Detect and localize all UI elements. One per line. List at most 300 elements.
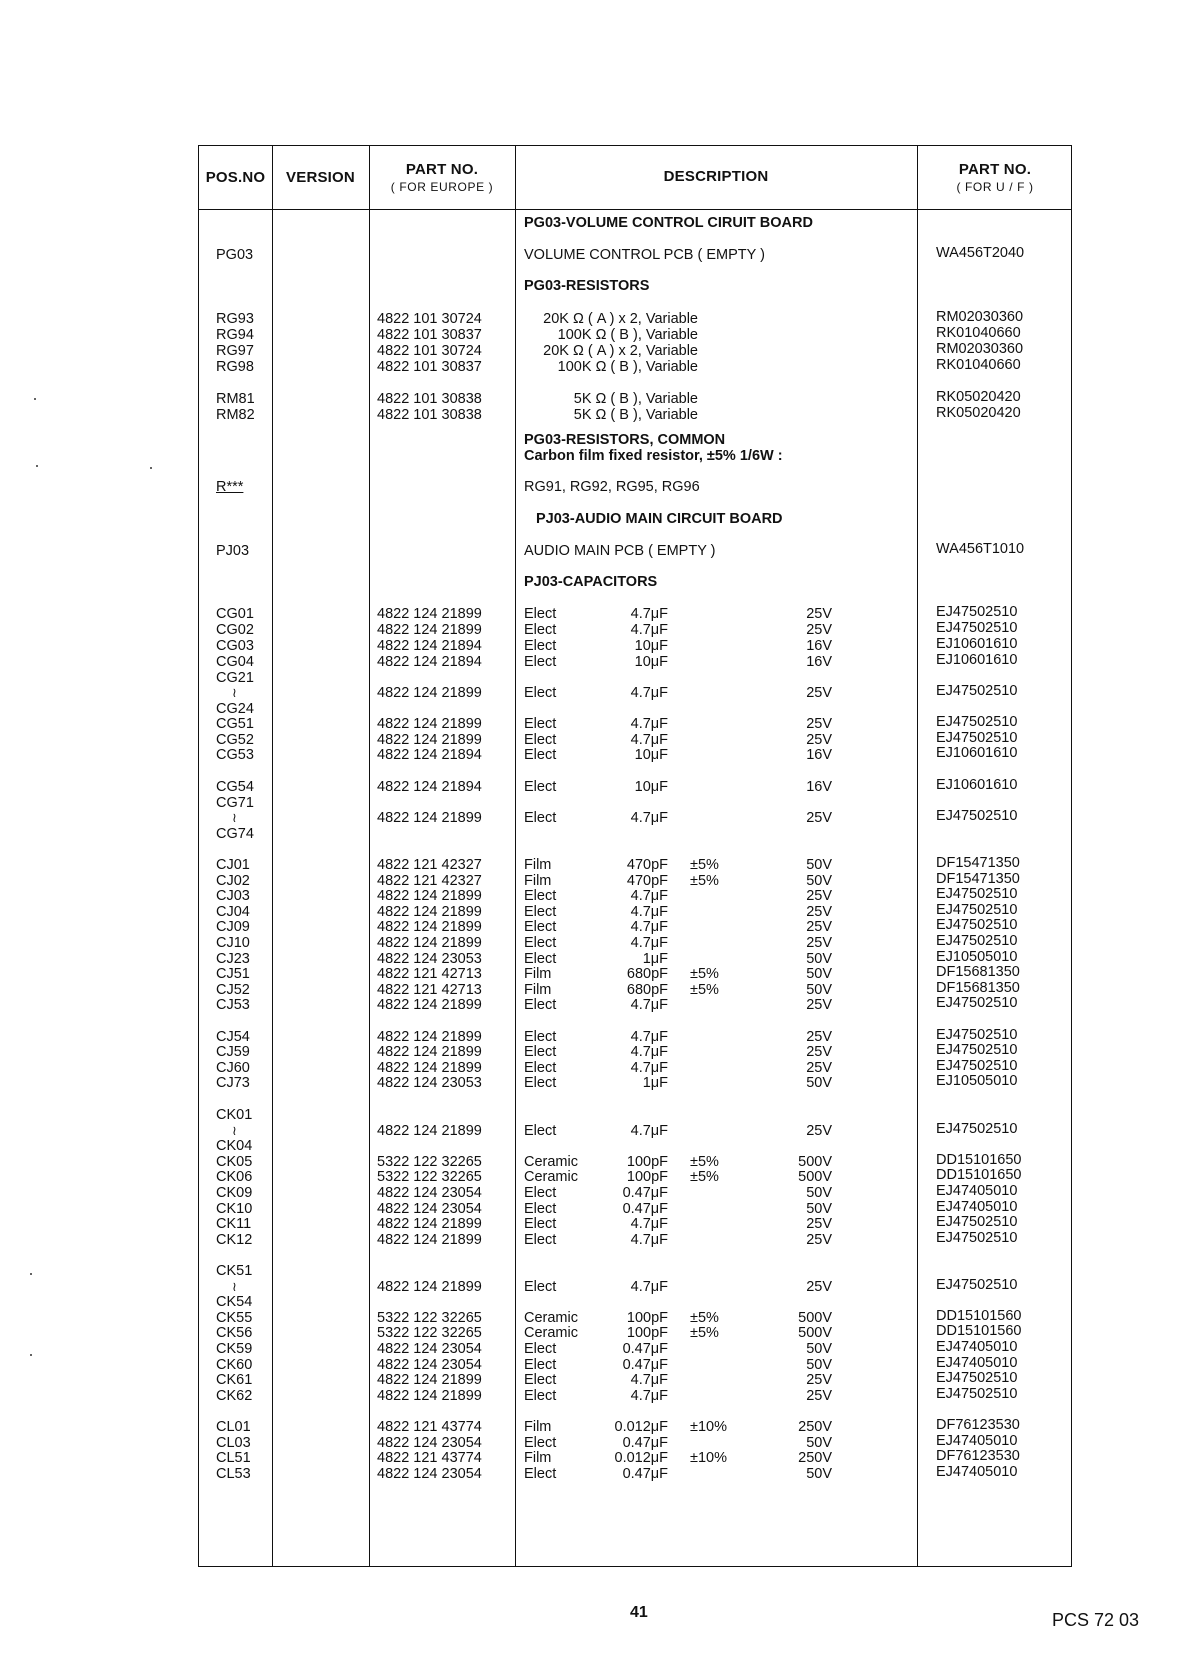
part-no-europe: 4822 124 21894	[377, 638, 482, 654]
range-marker: ≀	[232, 685, 237, 700]
cap-voltage: 50V	[806, 1357, 832, 1373]
cap-voltage: 25V	[806, 888, 832, 904]
pos-no: CK06	[216, 1169, 253, 1185]
part-no-uf: DD15101650	[936, 1167, 1022, 1183]
scan-speck	[36, 465, 38, 467]
col-divider	[272, 146, 273, 1566]
part-no-europe: 4822 124 21899	[377, 904, 482, 920]
part-no-uf: EJ47405010	[936, 1433, 1018, 1449]
cap-tolerance: ±5%	[690, 1169, 719, 1185]
cap-value: 1μF	[642, 951, 668, 967]
pos-no: CJ09	[216, 919, 250, 935]
part-no-uf: RK01040660	[936, 325, 1021, 341]
pos-no: CK60	[216, 1357, 253, 1373]
cap-type: Elect	[524, 606, 557, 622]
cap-tolerance: ±5%	[690, 857, 719, 873]
pos-no: CL51	[216, 1450, 251, 1466]
part-no-europe: 4822 124 23054	[377, 1357, 482, 1373]
part-no-uf: EJ10601610	[936, 652, 1018, 668]
cap-value: 10μF	[634, 747, 668, 763]
pos-no: CJ54	[216, 1029, 250, 1045]
header-description	[515, 146, 917, 209]
cap-type: Elect	[524, 951, 557, 967]
cap-voltage: 16V	[806, 638, 832, 654]
cap-value: 4.7μF	[630, 1232, 668, 1248]
description: 20K Ω ( A ) x 2, Variable	[543, 343, 698, 359]
pos-no: CG02	[216, 622, 254, 638]
pos-no: CJ52	[216, 982, 250, 998]
part-no-europe: 4822 124 23053	[377, 1075, 482, 1091]
pos-no: RG94	[216, 327, 254, 343]
part-no-uf: DF76123530	[936, 1417, 1020, 1433]
part-no-uf: DD15101560	[936, 1308, 1022, 1324]
header-part-no-uf	[917, 146, 1073, 209]
pos-no: R***	[216, 479, 244, 495]
cap-voltage: 25V	[806, 1388, 832, 1404]
cap-type: Elect	[524, 716, 557, 732]
part-no-uf: EJ47502510	[936, 917, 1018, 933]
header-description-label: DESCRIPTION	[663, 168, 769, 185]
part-no-europe: 4822 124 21899	[377, 1388, 482, 1404]
part-no-uf: DD15101560	[936, 1323, 1022, 1339]
cap-type: Elect	[524, 1044, 557, 1060]
part-no-uf: EJ47502510	[936, 1277, 1018, 1293]
cap-value: 100pF	[626, 1310, 668, 1326]
part-no-europe: 4822 124 23054	[377, 1341, 482, 1357]
part-no-uf: WA456T1010	[936, 541, 1025, 557]
part-no-europe: 4822 101 30724	[377, 343, 482, 359]
part-no-uf: RK05020420	[936, 405, 1021, 421]
description: 100K Ω ( B ), Variable	[557, 359, 698, 375]
pos-no: CK61	[216, 1372, 253, 1388]
pos-no: CJ60	[216, 1060, 250, 1076]
cap-type: Elect	[524, 685, 557, 701]
part-no-uf: EJ47502510	[936, 1370, 1018, 1386]
part-no-europe: 4822 121 43774	[377, 1419, 482, 1435]
cap-type: Film	[524, 857, 552, 873]
cap-voltage: 25V	[806, 997, 832, 1013]
part-no-uf: EJ10505010	[936, 949, 1018, 965]
part-no-europe: 4822 121 42327	[377, 873, 482, 889]
cap-voltage: 500V	[798, 1154, 832, 1170]
cap-type: Elect	[524, 904, 557, 920]
pos-no: PG03	[216, 247, 254, 263]
cap-type: Film	[524, 1419, 552, 1435]
pos-no: CK59	[216, 1341, 253, 1357]
cap-voltage: 25V	[806, 1029, 832, 1045]
part-no-uf: DF15681350	[936, 964, 1020, 980]
cap-value: 4.7μF	[630, 935, 668, 951]
cap-value: 4.7μF	[630, 732, 668, 748]
cap-type: Film	[524, 873, 552, 889]
cap-voltage: 16V	[806, 654, 832, 670]
range-marker: ≀	[232, 1123, 237, 1138]
pos-no: CJ53	[216, 997, 250, 1013]
part-no-uf: EJ47502510	[936, 1027, 1018, 1043]
cap-value: 4.7μF	[630, 1060, 668, 1076]
part-no-europe: 4822 101 30837	[377, 359, 482, 375]
cap-voltage: 250V	[798, 1419, 832, 1435]
header-divider	[199, 209, 1071, 210]
cap-voltage: 50V	[806, 1185, 832, 1201]
part-no-uf: EJ47502510	[936, 933, 1018, 949]
pos-no: CK51	[216, 1263, 253, 1279]
section-heading: Carbon film fixed resistor, ±5% 1/6W :	[524, 448, 783, 464]
part-no-europe: 4822 124 21894	[377, 779, 482, 795]
description: VOLUME CONTROL PCB ( EMPTY )	[524, 247, 765, 263]
part-no-europe: 4822 124 21899	[377, 888, 482, 904]
cap-value: 4.7μF	[630, 997, 668, 1013]
part-no-uf: EJ47502510	[936, 683, 1018, 699]
pos-no: CG01	[216, 606, 254, 622]
part-no-uf: EJ47502510	[936, 1230, 1018, 1246]
pos-no: CG52	[216, 732, 254, 748]
cap-tolerance: ±5%	[690, 982, 719, 998]
cap-voltage: 25V	[806, 1232, 832, 1248]
col-divider	[369, 146, 370, 1566]
cap-type: Elect	[524, 919, 557, 935]
cap-type: Elect	[524, 1075, 557, 1091]
scan-speck	[150, 467, 152, 469]
range-marker: ≀	[232, 1279, 237, 1294]
pos-no: CK56	[216, 1325, 253, 1341]
part-no-europe: 4822 124 21899	[377, 935, 482, 951]
pos-no: CG53	[216, 747, 254, 763]
cap-value: 0.47μF	[622, 1466, 668, 1482]
cap-type: Elect	[524, 1029, 557, 1045]
section-heading: PG03-RESISTORS, COMMON	[524, 432, 726, 448]
part-no-europe: 4822 124 23053	[377, 951, 482, 967]
header-pos-no-label: POS.NO	[205, 169, 266, 186]
part-no-europe: 4822 121 42327	[377, 857, 482, 873]
part-no-europe: 4822 124 21899	[377, 1372, 482, 1388]
cap-voltage: 50V	[806, 966, 832, 982]
part-no-uf: RM02030360	[936, 341, 1024, 357]
cap-value: 0.47μF	[622, 1357, 668, 1373]
cap-voltage: 25V	[806, 810, 832, 826]
cap-voltage: 25V	[806, 1216, 832, 1232]
part-no-uf: RK01040660	[936, 357, 1021, 373]
part-no-europe: 4822 124 21899	[377, 716, 482, 732]
pos-no: CK54	[216, 1294, 253, 1310]
cap-value: 0.47μF	[622, 1435, 668, 1451]
pos-no: CJ01	[216, 857, 250, 873]
cap-tolerance: ±5%	[690, 1154, 719, 1170]
header-part-no-europe	[369, 146, 515, 209]
cap-voltage: 25V	[806, 732, 832, 748]
cap-type: Elect	[524, 654, 557, 670]
pos-no: CL03	[216, 1435, 251, 1451]
cap-type: Elect	[524, 732, 557, 748]
pos-no: CJ23	[216, 951, 250, 967]
cap-type: Film	[524, 1450, 552, 1466]
pos-no: CJ51	[216, 966, 250, 982]
cap-value: 4.7μF	[630, 622, 668, 638]
cap-type: Elect	[524, 1341, 557, 1357]
cap-voltage: 50V	[806, 1341, 832, 1357]
part-no-europe: 4822 124 21899	[377, 1029, 482, 1045]
part-no-uf: EJ47405010	[936, 1183, 1018, 1199]
range-marker: ≀	[232, 810, 237, 825]
pos-no: CG03	[216, 638, 254, 654]
document-code: PCS 72 03	[1052, 1610, 1140, 1630]
pos-no: CG54	[216, 779, 254, 795]
cap-voltage: 50V	[806, 857, 832, 873]
pos-no: CL53	[216, 1466, 251, 1482]
cap-value: 100pF	[626, 1325, 668, 1341]
part-no-uf: EJ10601610	[936, 777, 1018, 793]
cap-type: Elect	[524, 1372, 557, 1388]
cap-type: Elect	[524, 1357, 557, 1373]
pos-no: CJ04	[216, 904, 250, 920]
cap-type: Elect	[524, 1388, 557, 1404]
part-no-uf: EJ47405010	[936, 1355, 1018, 1371]
part-no-uf: EJ10505010	[936, 1073, 1018, 1089]
cap-tolerance: ±5%	[690, 873, 719, 889]
part-no-uf: EJ47502510	[936, 1386, 1018, 1402]
cap-type: Ceramic	[524, 1325, 578, 1341]
cap-voltage: 25V	[806, 685, 832, 701]
part-no-uf: WA456T2040	[936, 245, 1025, 261]
part-no-uf: EJ47502510	[936, 1042, 1018, 1058]
pos-no: RM81	[216, 391, 255, 407]
pos-no: CK55	[216, 1310, 253, 1326]
scan-speck	[34, 398, 36, 400]
part-no-europe: 4822 124 23054	[377, 1435, 482, 1451]
part-no-uf: EJ47405010	[936, 1464, 1018, 1480]
cap-voltage: 25V	[806, 1044, 832, 1060]
cap-value: 4.7μF	[630, 888, 668, 904]
pos-no: RG93	[216, 311, 254, 327]
cap-value: 4.7μF	[630, 919, 668, 935]
part-no-uf: EJ47502510	[936, 620, 1018, 636]
cap-type: Film	[524, 982, 552, 998]
pos-no: RG98	[216, 359, 254, 375]
cap-value: 0.47μF	[622, 1341, 668, 1357]
header-part-no-europe-label: PART NO.	[405, 161, 479, 178]
cap-value: 0.47μF	[622, 1185, 668, 1201]
part-no-uf: EJ47502510	[936, 808, 1018, 824]
pos-no: CJ59	[216, 1044, 250, 1060]
pos-no: CG71	[216, 795, 254, 811]
pos-no: RG97	[216, 343, 254, 359]
part-no-uf: EJ47502510	[936, 1058, 1018, 1074]
section-heading: PG03-VOLUME CONTROL CIRUIT BOARD	[524, 215, 813, 231]
cap-tolerance: ±5%	[690, 966, 719, 982]
cap-voltage: 16V	[806, 779, 832, 795]
part-no-uf: DF15471350	[936, 855, 1020, 871]
part-no-europe: 4822 121 42713	[377, 982, 482, 998]
part-no-europe: 4822 124 21899	[377, 622, 482, 638]
part-no-uf: EJ47502510	[936, 902, 1018, 918]
part-no-uf: EJ47502510	[936, 1121, 1018, 1137]
cap-value: 470pF	[626, 873, 668, 889]
header-part-no-uf-sub: ( FOR U / F )	[956, 180, 1034, 194]
pos-no: CK62	[216, 1388, 253, 1404]
part-no-europe: 5322 122 32265	[377, 1310, 482, 1326]
section-heading: PJ03-AUDIO MAIN CIRCUIT BOARD	[536, 511, 783, 527]
header-version	[272, 146, 369, 209]
pos-no: CK04	[216, 1138, 253, 1154]
part-no-europe: 4822 124 23054	[377, 1185, 482, 1201]
cap-value: 100pF	[626, 1154, 668, 1170]
part-no-europe: 4822 101 30724	[377, 311, 482, 327]
part-no-europe: 4822 124 21899	[377, 997, 482, 1013]
part-no-europe: 4822 101 30837	[377, 327, 482, 343]
part-no-uf: EJ10601610	[936, 745, 1018, 761]
cap-value: 4.7μF	[630, 1216, 668, 1232]
part-no-europe: 4822 121 43774	[377, 1450, 482, 1466]
scan-speck	[30, 1354, 32, 1356]
cap-type: Elect	[524, 747, 557, 763]
scan-speck	[30, 1273, 32, 1275]
pos-no: CK01	[216, 1107, 253, 1123]
cap-type: Elect	[524, 810, 557, 826]
part-no-uf: DF15681350	[936, 980, 1020, 996]
part-no-europe: 4822 101 30838	[377, 391, 482, 407]
cap-voltage: 500V	[798, 1325, 832, 1341]
cap-type: Ceramic	[524, 1310, 578, 1326]
cap-value: 4.7μF	[630, 1044, 668, 1060]
col-divider	[917, 146, 918, 1566]
cap-voltage: 50V	[806, 982, 832, 998]
cap-voltage: 50V	[806, 1201, 832, 1217]
cap-type: Elect	[524, 1201, 557, 1217]
part-no-uf: EJ47502510	[936, 714, 1018, 730]
cap-type: Elect	[524, 638, 557, 654]
cap-value: 4.7μF	[630, 810, 668, 826]
part-no-europe: 4822 124 23054	[377, 1466, 482, 1482]
cap-tolerance: ±10%	[690, 1419, 727, 1435]
cap-tolerance: ±10%	[690, 1450, 727, 1466]
cap-value: 4.7μF	[630, 1029, 668, 1045]
cap-voltage: 50V	[806, 1435, 832, 1451]
part-no-europe: 4822 124 21899	[377, 1060, 482, 1076]
pos-no: CG24	[216, 701, 254, 717]
part-no-uf: EJ47502510	[936, 604, 1018, 620]
pos-no: CL01	[216, 1419, 251, 1435]
part-no-uf: DD15101650	[936, 1152, 1022, 1168]
cap-tolerance: ±5%	[690, 1310, 719, 1326]
cap-value: 4.7μF	[630, 716, 668, 732]
description: AUDIO MAIN PCB ( EMPTY )	[524, 543, 716, 559]
cap-tolerance: ±5%	[690, 1325, 719, 1341]
cap-value: 0.47μF	[622, 1201, 668, 1217]
description: 100K Ω ( B ), Variable	[557, 327, 698, 343]
pos-no: CG21	[216, 670, 254, 686]
part-no-europe: 4822 124 21899	[377, 1279, 482, 1295]
col-divider	[515, 146, 516, 1566]
pos-no: CG51	[216, 716, 254, 732]
cap-type: Elect	[524, 1232, 557, 1248]
description: RG91, RG92, RG95, RG96	[524, 479, 700, 495]
part-no-uf: DF15471350	[936, 871, 1020, 887]
cap-voltage: 25V	[806, 716, 832, 732]
cap-value: 4.7μF	[630, 606, 668, 622]
pos-no: PJ03	[216, 543, 250, 559]
cap-voltage: 50V	[806, 1075, 832, 1091]
pos-no: RM82	[216, 407, 255, 423]
cap-voltage: 25V	[806, 919, 832, 935]
cap-value: 470pF	[626, 857, 668, 873]
cap-type: Elect	[524, 888, 557, 904]
cap-value: 4.7μF	[630, 1388, 668, 1404]
cap-voltage: 25V	[806, 1060, 832, 1076]
pos-no: CJ03	[216, 888, 250, 904]
cap-voltage: 25V	[806, 1279, 832, 1295]
header-part-no-europe-sub: ( FOR EUROPE )	[390, 180, 494, 194]
cap-type: Ceramic	[524, 1169, 578, 1185]
cap-voltage: 50V	[806, 873, 832, 889]
part-no-uf: EJ47502510	[936, 730, 1018, 746]
part-no-europe: 4822 124 21899	[377, 732, 482, 748]
pos-no: CJ10	[216, 935, 250, 951]
part-no-europe: 4822 124 21899	[377, 606, 482, 622]
cap-value: 4.7μF	[630, 904, 668, 920]
pos-no: CG04	[216, 654, 254, 670]
cap-type: Film	[524, 966, 552, 982]
cap-type: Elect	[524, 997, 557, 1013]
cap-value: 10μF	[634, 638, 668, 654]
cap-value: 680pF	[626, 966, 668, 982]
cap-value: 10μF	[634, 779, 668, 795]
cap-type: Elect	[524, 935, 557, 951]
cap-voltage: 25V	[806, 1372, 832, 1388]
header-version-label: VERSION	[286, 169, 355, 186]
pos-no: CK05	[216, 1154, 253, 1170]
part-no-europe: 5322 122 32265	[377, 1325, 482, 1341]
cap-voltage: 25V	[806, 904, 832, 920]
cap-value: 680pF	[626, 982, 668, 998]
pos-no: CK10	[216, 1201, 253, 1217]
description: 20K Ω ( A ) x 2, Variable	[543, 311, 698, 327]
part-no-europe: 5322 122 32265	[377, 1154, 482, 1170]
cap-type: Elect	[524, 622, 557, 638]
cap-value: 4.7μF	[630, 1372, 668, 1388]
cap-value: 100pF	[626, 1169, 668, 1185]
part-no-europe: 4822 124 21894	[377, 654, 482, 670]
cap-voltage: 500V	[798, 1310, 832, 1326]
cap-type: Elect	[524, 1060, 557, 1076]
cap-voltage: 25V	[806, 606, 832, 622]
section-heading: PJ03-CAPACITORS	[524, 574, 658, 590]
cap-value: 4.7μF	[630, 1279, 668, 1295]
part-no-uf: EJ47502510	[936, 886, 1018, 902]
part-no-europe: 4822 101 30838	[377, 407, 482, 423]
part-no-uf: RK05020420	[936, 389, 1021, 405]
cap-type: Ceramic	[524, 1154, 578, 1170]
part-no-uf: EJ47502510	[936, 1214, 1018, 1230]
cap-value: 4.7μF	[630, 685, 668, 701]
part-no-uf: EJ47502510	[936, 995, 1018, 1011]
cap-value: 4.7μF	[630, 1123, 668, 1139]
cap-value: 1μF	[642, 1075, 668, 1091]
cap-voltage: 50V	[806, 1466, 832, 1482]
cap-voltage: 500V	[798, 1169, 832, 1185]
part-no-europe: 4822 124 21899	[377, 1232, 482, 1248]
cap-type: Elect	[524, 1216, 557, 1232]
cap-type: Elect	[524, 1466, 557, 1482]
part-no-uf: EJ47405010	[936, 1199, 1018, 1215]
part-no-europe: 4822 124 21894	[377, 747, 482, 763]
part-no-europe: 4822 124 23054	[377, 1201, 482, 1217]
part-no-europe: 4822 124 21899	[377, 1216, 482, 1232]
part-no-uf: EJ10601610	[936, 636, 1018, 652]
cap-voltage: 25V	[806, 1123, 832, 1139]
pos-no: CG74	[216, 826, 254, 842]
part-no-europe: 4822 121 42713	[377, 966, 482, 982]
part-no-europe: 4822 124 21899	[377, 1044, 482, 1060]
